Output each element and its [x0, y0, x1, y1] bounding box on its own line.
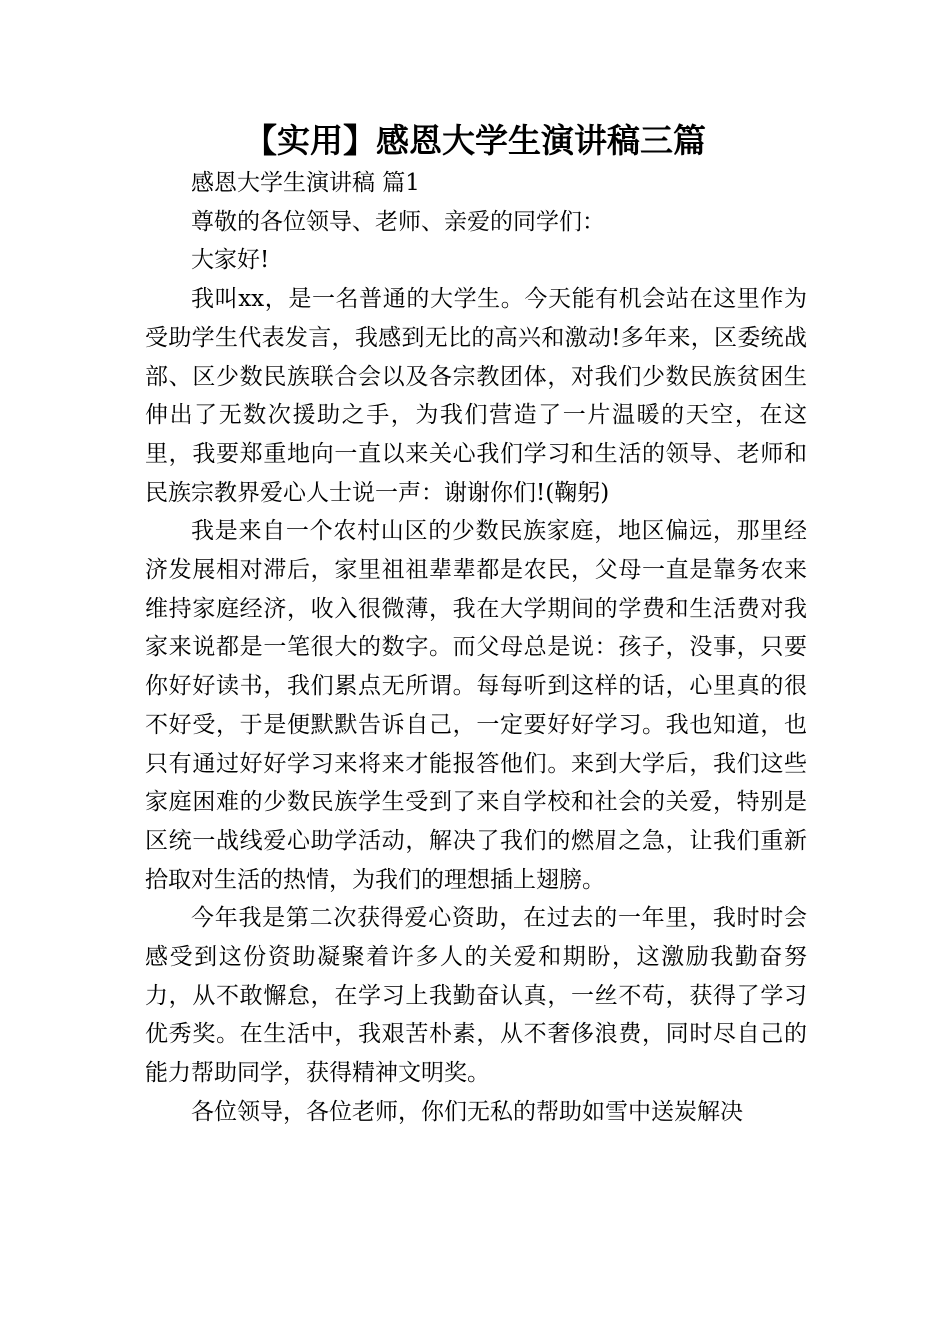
body-paragraph: 今年我是第二次获得爱心资助，在过去的一年里，我时时会感受到这份资助凝聚着许多人的关爱和期盼，这激励我勤奋努力，从不敢懈怠，在学习上我勤奋认真，一丝不苟，获得了学习优秀奖。在生活中，我艰苦朴素，从不奢侈浪费，同时尽自己的能力帮助同学，获得精神文明奖。 — [145, 905, 807, 1087]
greeting: 大家好! — [191, 247, 270, 274]
body-paragraph: 我叫xx，是一名普通的大学生。今天能有机会站在这里作为受助学生代表发言，我感到无比的高兴和激动!多年来，区委统战部、区少数民族联合会以及各宗教团体，对我们少数民族贫困生伸出了无数次援助之手，为我们营造了一片温暖的天空，在这里，我要郑重地向一直以来关心我们学习和生活的领导、老师和民族宗教界爱心人士说一声：谢谢你们!(鞠躬) — [145, 286, 807, 506]
document-body — [145, 164, 807, 1132]
document-title: 【实用】感恩大学生演讲稿三篇 — [244, 121, 706, 160]
body-paragraph: 我是来自一个农村山区的少数民族家庭，地区偏远，那里经济发展相对滞后，家里祖祖辈辈都是农民，父母一直是靠务农来维持家庭经济，收入很微薄，我在大学期间的学费和生活费对我家来说都是一笔很大的数字。而父母总是说：孩子，没事，只要你好好读书，我们累点无所谓。每每听到这样的话，心里真的很不好受，于是便默默告诉自己，一定要好好学习。我也知道，也只有通过好好学习来将来才能报答他们。来到大学后，我们这些家庭困难的少数民族学生受到了来自学校和社会的关爱，特别是区统一战线爱心助学活动，解决了我们的燃眉之急，让我们重新拾取对生活的热情，为我们的理想插上翅膀。 — [145, 518, 807, 893]
salutation: 尊敬的各位领导、老师、亲爱的同学们： — [191, 208, 605, 235]
body-paragraph: 各位领导，各位老师，你们无私的帮助如雪中送炭解决 — [191, 1098, 743, 1125]
section-heading: 感恩大学生演讲稿 篇1 — [191, 170, 420, 196]
